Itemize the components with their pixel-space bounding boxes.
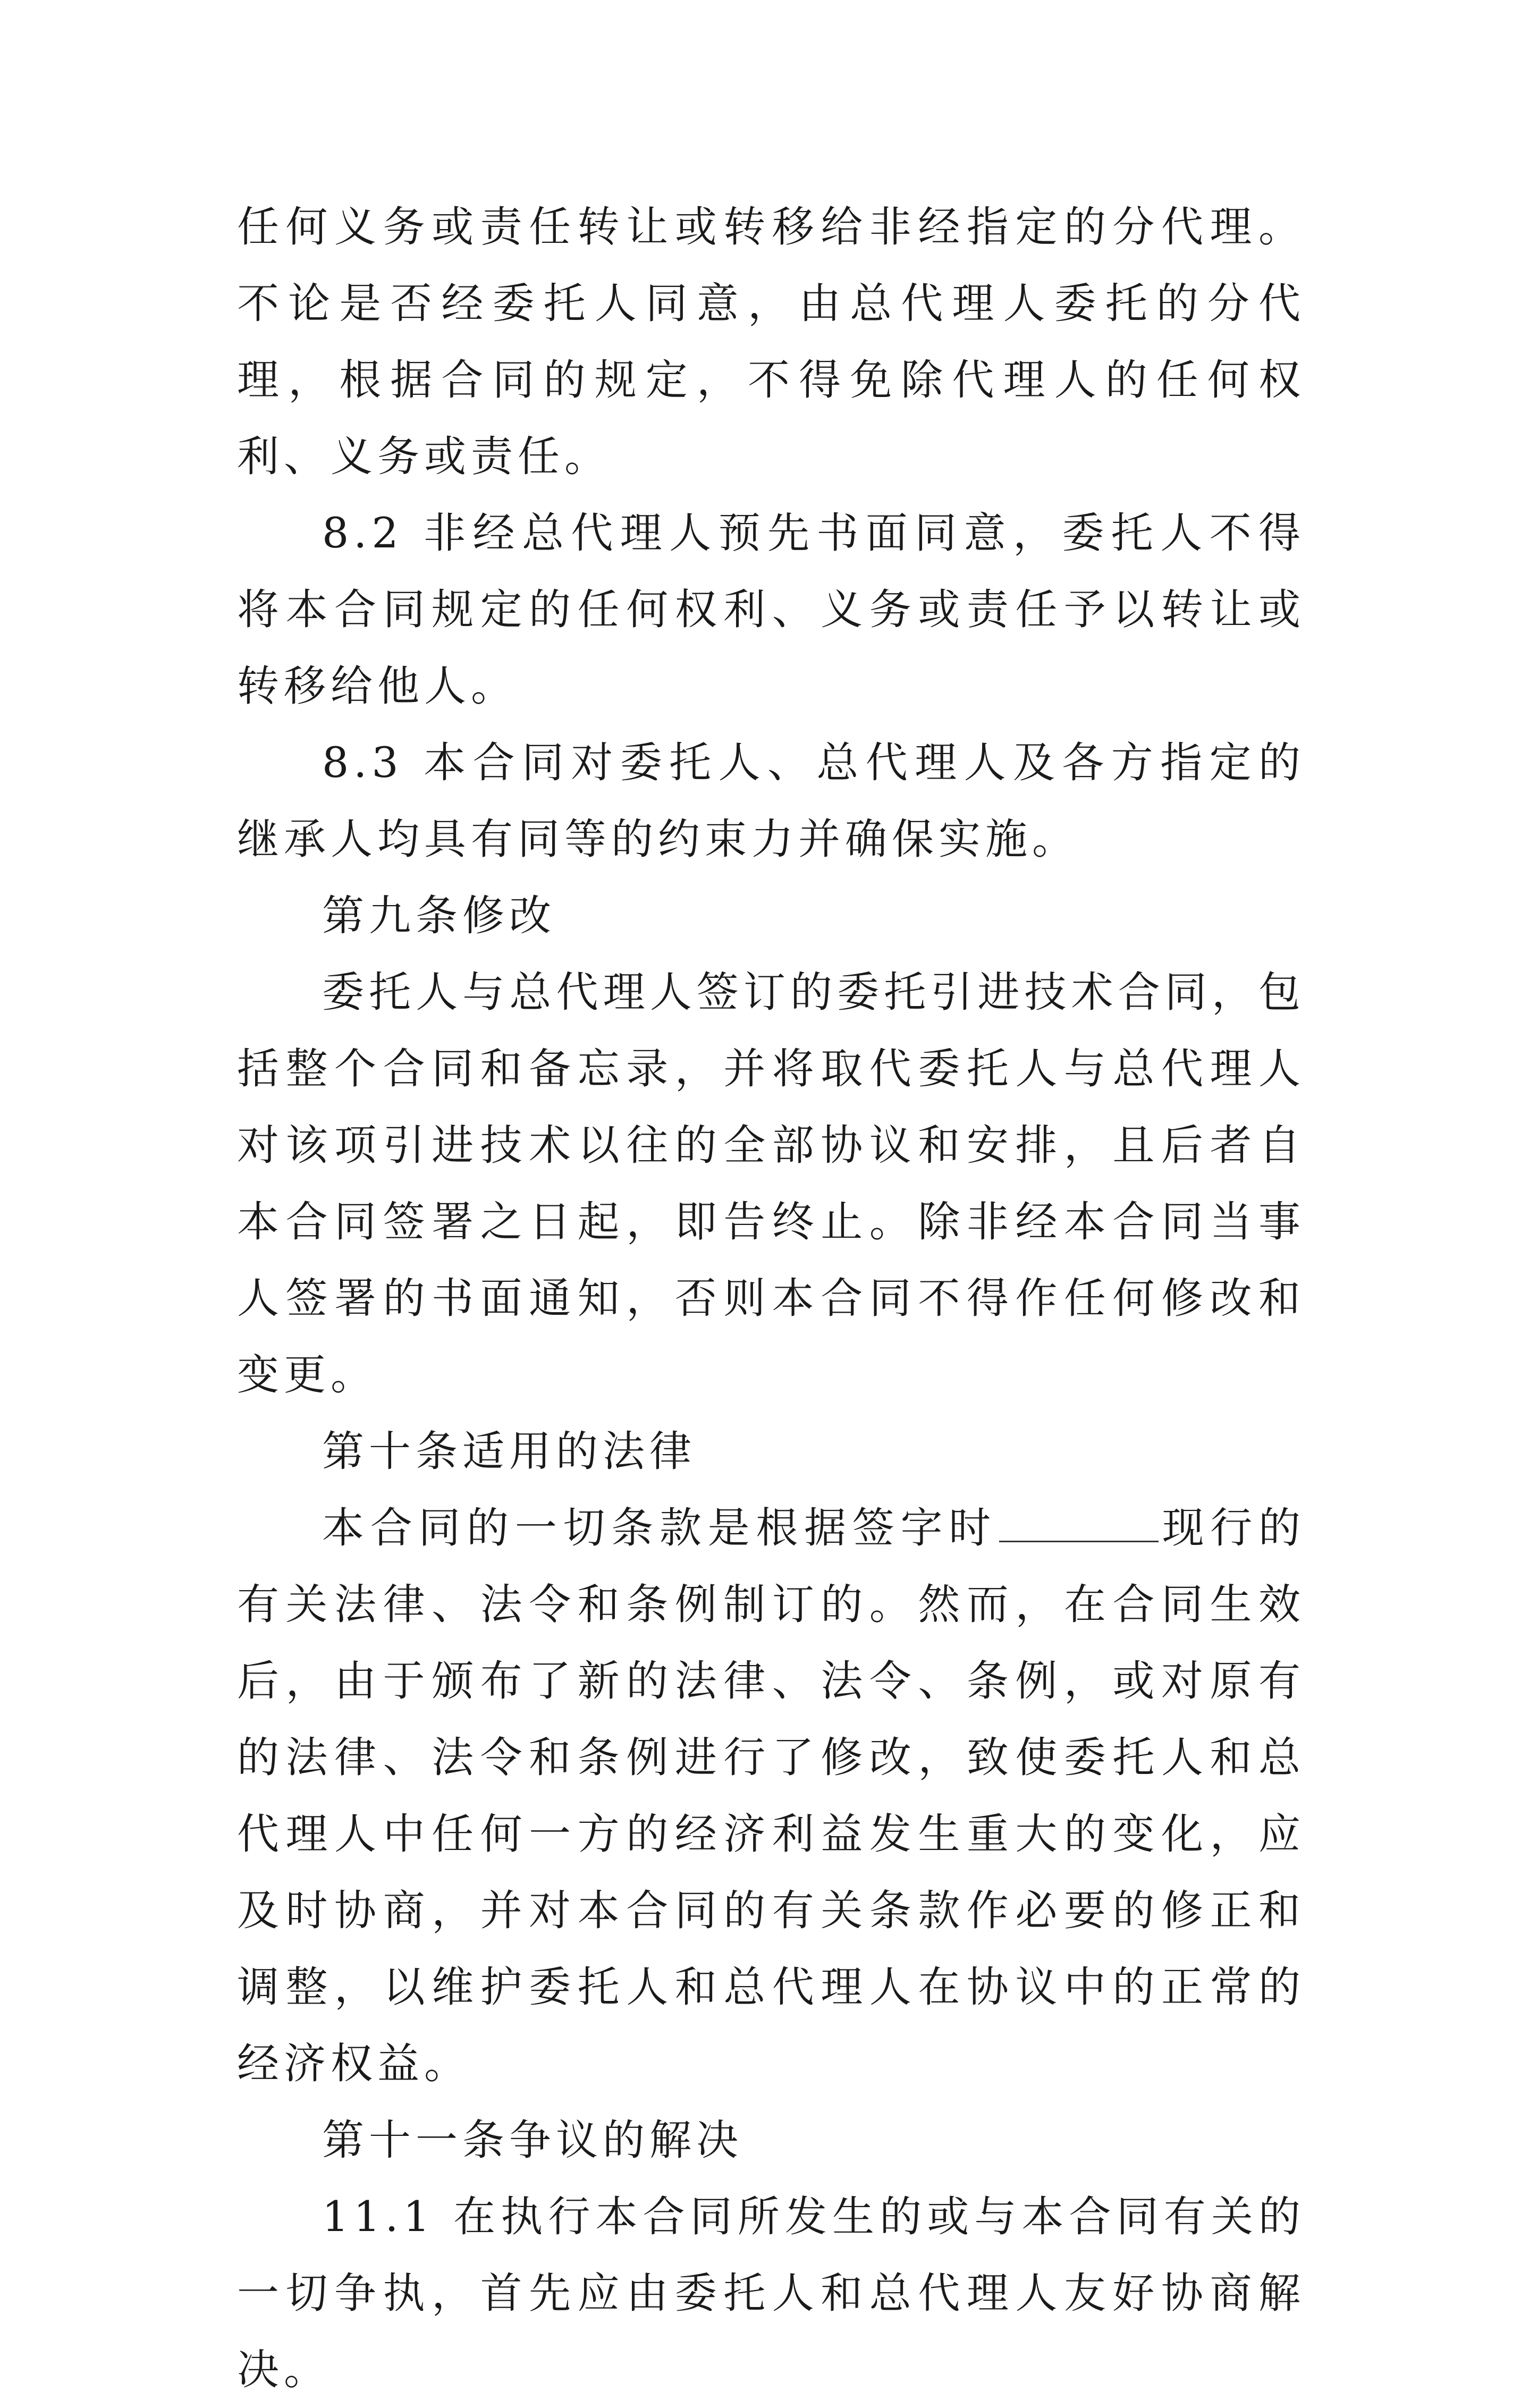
heading-article-9: 第九条修改 — [322, 891, 556, 940]
paragraph-8-2: 8.2 非经总代理人预先书面同意，委托人不得将本合同规定的任何权利、义务或责任予以转让或转移给他人。 — [237, 509, 1305, 711]
paragraph-article-10-start: 本合同的一切条款是根据签字时 — [322, 1503, 997, 1552]
paragraph-8-1-continued: 任何义务或责任转让或转移给非经指定的分代理。不论是否经委托人同意，由总代理人委托的分代理，根据合同的规定，不得免除代理人的任何权利、义务或责任。 — [237, 202, 1305, 481]
fill-in-blank — [999, 1503, 1159, 1542]
heading-article-10: 第十条适用的法律 — [322, 1427, 696, 1476]
paragraph-11-1: 11.1 在执行本合同所发生的或与本合同有关的一切争执，首先应由委托人和总代理人友好协商解决。 — [237, 2192, 1305, 2394]
heading-article-11: 第十一条争议的解决 — [322, 2116, 743, 2165]
paragraph-article-10-rest: 现行的有关法律、法令和条例制订的。然而，在合同生效后，由于颁布了新的法律、法令、条例，或对原有的法律、法令和条例进行了修改，致使委托人和总代理人中任何一方的经济利益发生重大的变化，应及时协商，并对本合同的有关条款作必要的修正和调整，以维护委托人和总代理人在协议中的正常的经济权益。 — [237, 1503, 1306, 2088]
paragraph-8-3: 8.3 本合同对委托人、总代理人及各方指定的继承人均具有同等的约束力并确保实施。 — [237, 738, 1305, 864]
paragraph-article-10 — [237, 1490, 1305, 2102]
paragraph-article-9: 委托人与总代理人签订的委托引进技术合同，包括整个合同和备忘录，并将取代委托人与总代理人对该项引进技术以往的全部协议和安排，且后者自本合同签署之日起，即告终止。除非经本合同当事人签署的书面通知，否则本合同不得作任何修改和变更。 — [237, 968, 1305, 1399]
document-body — [237, 189, 1305, 2408]
